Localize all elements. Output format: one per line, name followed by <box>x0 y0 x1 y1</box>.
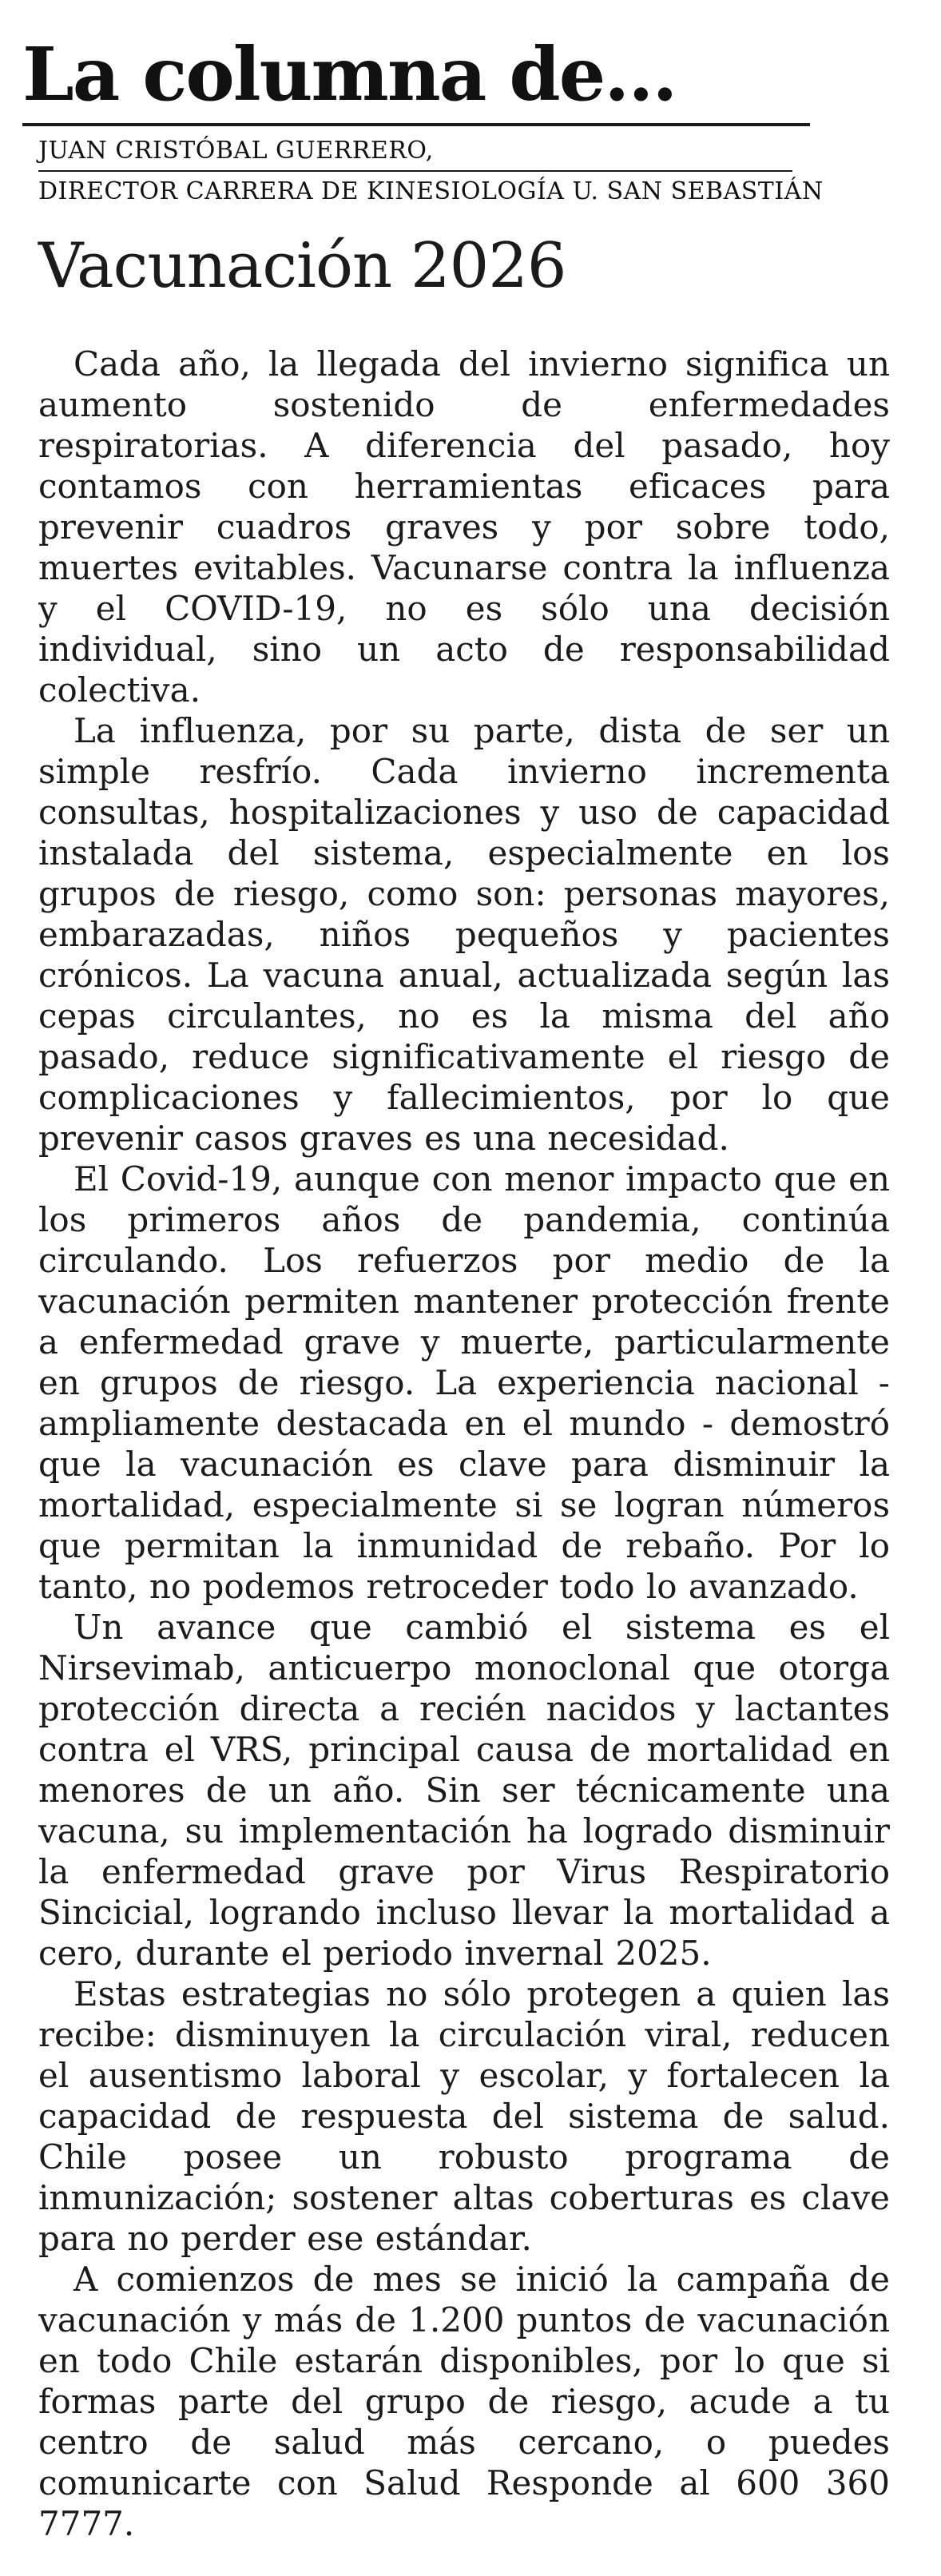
byline <box>38 137 919 205</box>
article-paragraph: La influenza, por su parte, dista de ser un simple resfrío. Cada invierno incrementa consultas, hospitalizaciones y uso de capacidad instalada del sistema, especialmente en los grupos de riesgo, como son: personas mayores, embarazadas, niños pequeños y pacientes crónicos. La vacuna anual, actualizada según las cepas circulantes, no es la misma del año pasado, reduce significativamente el riesgo de complicaciones y fallecimientos, por lo que prevenir casos graves es una necesidad. <box>38 711 890 1159</box>
article-headline: Vacunación 2026 <box>38 229 566 302</box>
article-body <box>38 344 890 2544</box>
article-paragraph: Estas estrategias no sólo protegen a quien las recibe: disminuyen la circulación viral, reducen el ausentismo laboral y escolar, y fortalecen la capacidad de respuesta del sistema de salud. Chile posee un robusto programa de inmunización; sostener altas coberturas es clave para no perder ese estándar. <box>38 1974 890 2259</box>
article <box>22 229 919 2545</box>
byline-rule <box>38 170 792 172</box>
masthead <box>22 30 919 205</box>
article-paragraph: Cada año, la llegada del invierno significa un aumento sostenido de enfermedades respiratorias. A diferencia del pasado, hoy contamos con herramientas eficaces para prevenir cuadros graves y por sobre todo, muertes evitables. Vacunarse contra la influenza y el COVID-19, no es sólo una decisión individual, sino un acto de responsabilidad colectiva. <box>38 344 890 710</box>
author-role: DIRECTOR CARRERA DE KINESIOLOGÍA U. SAN SEBASTIÁN <box>38 177 824 205</box>
title-rule <box>22 123 810 126</box>
column-title: La columna de... <box>22 31 677 117</box>
author-name: JUAN CRISTÓBAL GUERRERO, <box>38 137 434 165</box>
article-paragraph: A comienzos de mes se inició la campaña de vacunación y más de 1.200 puntos de vacunación en todo Chile estarán disponibles, por lo que si formas parte del grupo de riesgo, acude a tu centro de salud más cercano, o puedes comunicarte con Salud Responde al 600 360 7777. <box>38 2260 890 2544</box>
article-paragraph: Un avance que cambió el sistema es el Nirsevimab, anticuerpo monoclonal que otorga protección directa a recién nacidos y lactantes contra el VRS, principal causa de mortalidad en menores de un año. Sin ser técnicamente una vacuna, su implementación ha logrado disminuir la enfermedad grave por Virus Respiratorio Sincicial, logrando incluso llevar la mortalidad a cero, durante el periodo invernal 2025. <box>38 1608 890 1974</box>
article-paragraph: El Covid-19, aunque con menor impacto que en los primeros años de pandemia, continúa circulando. Los refuerzos por medio de la vacunación permiten mantener protección frente a enfermedad grave y muerte, particularmente en grupos de riesgo. La experiencia nacional - ampliamente destacada en el mundo - demostró que la vacunación es clave para disminuir la mortalidad, especialmente si se logran números que permitan la inmunidad de rebaño. Por lo tanto, no podemos retroceder todo lo avanzado. <box>38 1159 890 1607</box>
